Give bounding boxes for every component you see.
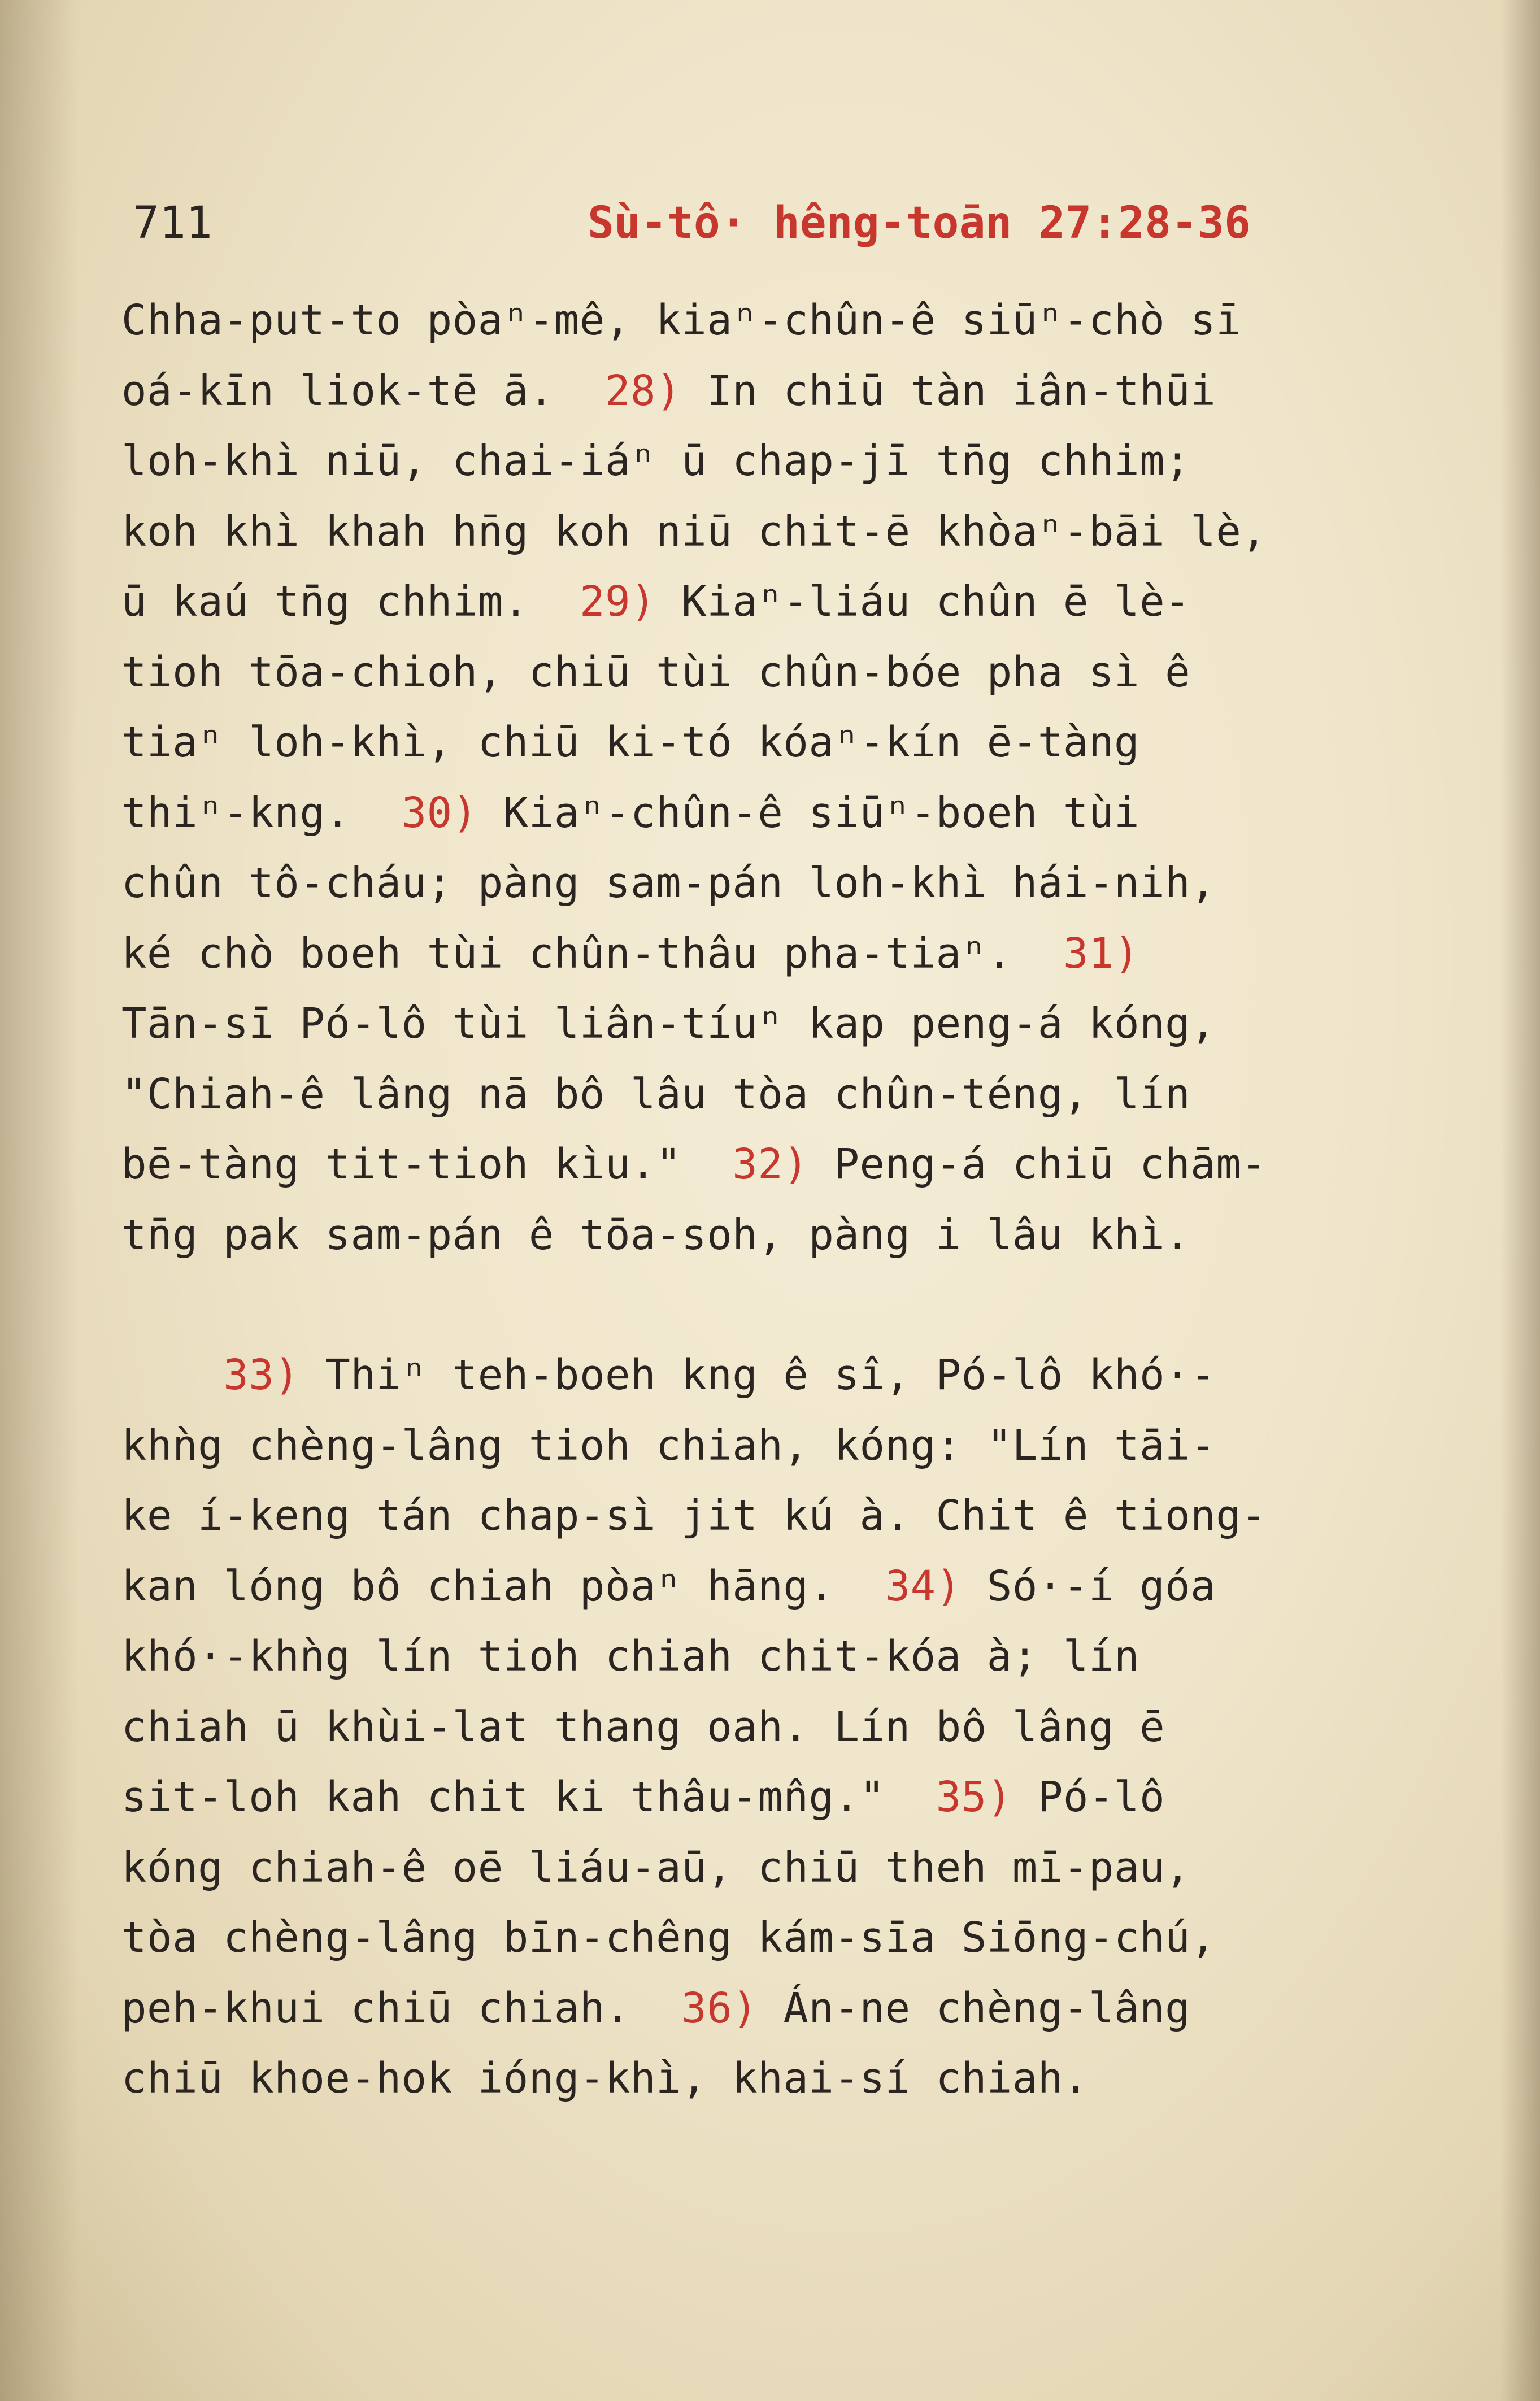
body-text [121, 285, 1438, 2114]
text-segment: tiaⁿ loh-khì, chiū ki-tó kóaⁿ-kín ē-tàng [121, 718, 1140, 767]
text-line [121, 1481, 1438, 1551]
text-line [121, 637, 1438, 708]
text-segment [121, 1351, 223, 1399]
text-segment: kóng chiah-ê oē liáu-aū, chiū theh mī-pau, [121, 1843, 1191, 1892]
text-segment: Peng-á chiū chām- [808, 1140, 1267, 1189]
text-segment: oá-kīn liok-tē ā. [121, 366, 605, 415]
text-line [121, 1903, 1438, 1973]
verse-number: 30) [401, 788, 478, 837]
text-segment: khó·-khǹg lín tioh chiah chit-kóa à; lín [121, 1632, 1140, 1681]
text-segment: bē-tàng tit-tioh kìu." [121, 1140, 733, 1189]
text-line [121, 1059, 1438, 1130]
text-segment: khǹg chèng-lâng tioh chiah, kóng: "Lín tāi- [121, 1421, 1216, 1470]
verse-number: 35) [936, 1773, 1012, 1821]
text-segment: Án-ne chèng-lâng [758, 1984, 1191, 2033]
text-line [121, 1200, 1438, 1271]
text-segment: Tān-sī Pó-lô tùi liân-tíuⁿ kap peng-á kóng, [121, 999, 1216, 1048]
paragraph [121, 1340, 1438, 2114]
text-segment: Kiaⁿ-chûn-ê siūⁿ-boeh tùi [477, 788, 1140, 837]
verse-number: 34) [885, 1561, 962, 1611]
text-segment: ke í-keng tán chap-sì jit kú à. Chit ê tiong- [121, 1491, 1267, 1540]
text-segment: Só·-í góa [961, 1561, 1216, 1611]
verse-number: 36) [681, 1984, 758, 2033]
text-line [121, 1833, 1438, 1903]
text-segment: thiⁿ-kng. [121, 788, 402, 837]
text-line [121, 1973, 1438, 2044]
text-line [121, 1411, 1438, 1481]
text-line [121, 1762, 1438, 1833]
running-title: Sù-tô· hêng-toān 27:28-36 [588, 198, 1251, 249]
text-line [121, 356, 1438, 427]
verse-number: 29) [579, 577, 656, 626]
text-segment: Pó-lô [1012, 1773, 1165, 1821]
text-segment: chiah ū khùi-lat thang oah. Lín bô lâng ē [121, 1702, 1165, 1751]
verse-number: 32) [732, 1140, 809, 1189]
text-segment: Thiⁿ teh-boeh kng ê sî, Pó-lô khó·- [299, 1351, 1216, 1399]
text-line [121, 1340, 1438, 1411]
text-line [121, 1692, 1438, 1763]
verse-number: 31) [1063, 929, 1140, 978]
text-segment: In chiū tàn iân-thūi [681, 366, 1216, 415]
text-segment: peh-khui chiū chiah. [121, 1984, 682, 2033]
text-line [121, 285, 1438, 356]
text-line [121, 778, 1438, 849]
text-segment: Kiaⁿ-liáu chûn ē lè- [656, 577, 1191, 626]
text-segment: koh khì khah hn̄g koh niū chit-ē khòaⁿ-bāi lè, [121, 507, 1267, 556]
text-segment: tioh tōa-chioh, chiū tùi chûn-bóe pha sì ê [121, 647, 1191, 697]
text-line [121, 426, 1438, 497]
verse-number: 33) [223, 1351, 300, 1399]
text-line [121, 2043, 1438, 2114]
text-segment: ū kaú tn̄g chhim. [121, 577, 580, 626]
text-line [121, 497, 1438, 567]
page-header [133, 192, 1489, 254]
text-segment: loh-khì niū, chai-iáⁿ ū chap-jī tn̄g chhim; [121, 437, 1191, 485]
text-line [121, 1621, 1438, 1692]
text-line [121, 848, 1438, 919]
text-line [121, 707, 1438, 778]
verse-number: 28) [604, 366, 682, 415]
text-segment: sit-loh kah chit ki thâu-mn̂g." [121, 1773, 936, 1821]
paragraph [121, 285, 1438, 1270]
page-number: 711 [133, 198, 212, 249]
text-line [121, 919, 1438, 989]
text-line [121, 1129, 1438, 1200]
text-line [121, 567, 1438, 637]
text-segment: tn̄g pak sam-pán ê tōa-soh, pàng i lâu khì. [121, 1210, 1191, 1259]
text-line [121, 989, 1438, 1059]
text-segment: tòa chèng-lâng bīn-chêng kám-sīa Siōng-chú, [121, 1913, 1216, 1962]
text-segment: ké chò boeh tùi chûn-thâu pha-tiaⁿ. [121, 929, 1063, 978]
text-segment: Chha-put-to pòaⁿ-mê, kiaⁿ-chûn-ê siūⁿ-chò sī [121, 296, 1242, 345]
page-edge-shadow [1500, 0, 1540, 2401]
text-line [121, 1551, 1438, 1622]
text-segment: chûn tô-cháu; pàng sam-pán loh-khì hái-nih, [121, 859, 1216, 907]
binding-shadow [0, 0, 79, 2401]
text-segment: "Chiah-ê lâng nā bô lâu tòa chûn-téng, lín [121, 1069, 1191, 1119]
text-segment: kan lóng bô chiah pòaⁿ hāng. [121, 1561, 885, 1611]
text-segment: chiū khoe-hok ióng-khì, khai-sí chiah. [121, 2054, 1089, 2103]
